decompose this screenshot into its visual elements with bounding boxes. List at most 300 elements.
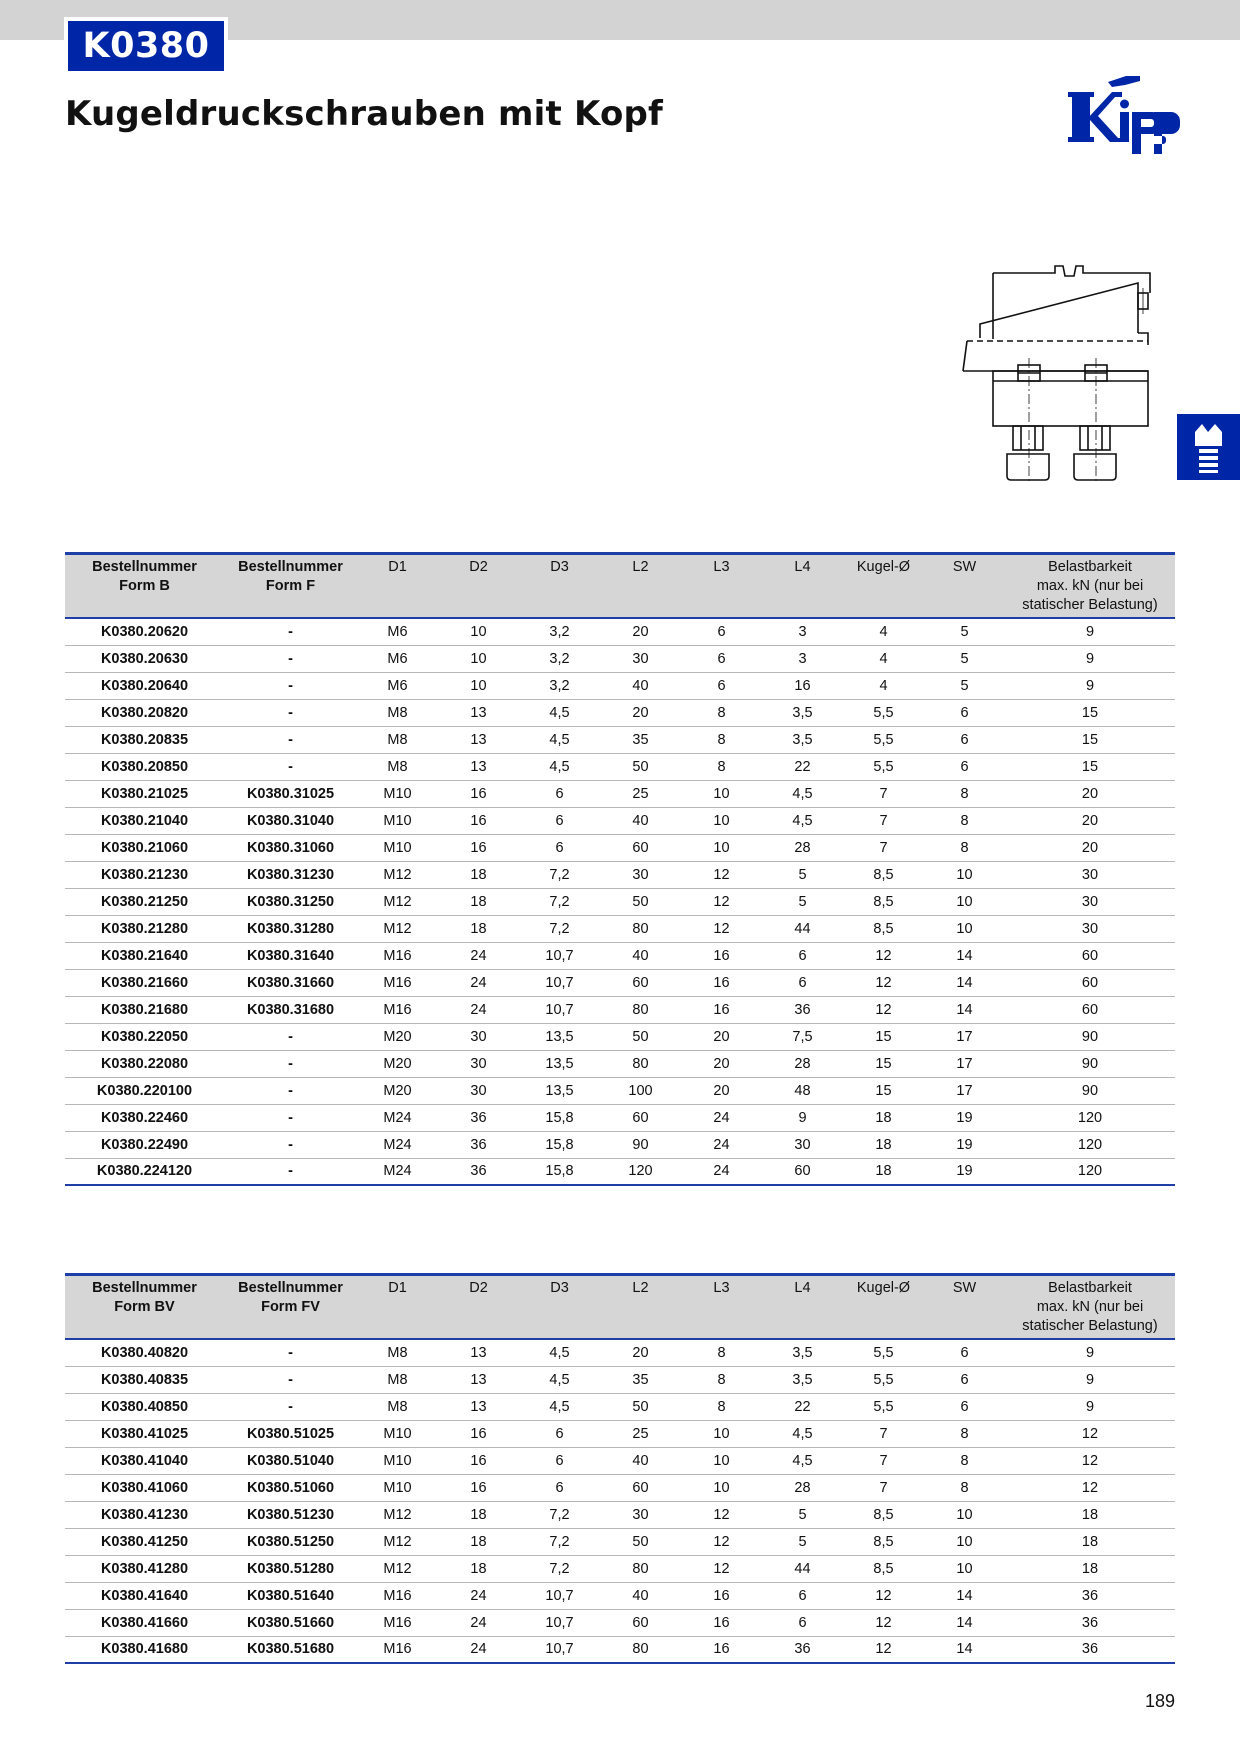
- table-cell: 10: [681, 807, 762, 834]
- table-cell: 12: [843, 1582, 924, 1609]
- table-cell: 6: [762, 942, 843, 969]
- table-cell: 6: [519, 780, 600, 807]
- table-cell: 24: [438, 942, 519, 969]
- table-cell: 18: [438, 1555, 519, 1582]
- table-cell: 12: [681, 1555, 762, 1582]
- table-row: [65, 888, 1175, 915]
- table-cell: 5: [762, 861, 843, 888]
- table-cell: K0380.51230: [224, 1501, 357, 1528]
- table-cell: 36: [1005, 1582, 1175, 1609]
- table-cell: 10: [438, 672, 519, 699]
- table-row: [65, 1555, 1175, 1582]
- table-cell: 16: [681, 1582, 762, 1609]
- table-cell: K0380.51680: [224, 1636, 357, 1663]
- column-header-line: L2: [632, 559, 649, 575]
- table-cell: 60: [600, 969, 681, 996]
- table-cell: -: [224, 1023, 357, 1050]
- table-cell: M12: [357, 861, 438, 888]
- table-cell: 10: [438, 618, 519, 645]
- table-cell: K0380.22080: [65, 1050, 224, 1077]
- table-cell: K0380.51025: [224, 1420, 357, 1447]
- table-cell: M16: [357, 996, 438, 1023]
- table-cell: 80: [600, 1555, 681, 1582]
- table-cell: 8,5: [843, 861, 924, 888]
- table-cell: -: [224, 618, 357, 645]
- table-cell: M10: [357, 1474, 438, 1501]
- table-cell: 6: [924, 1393, 1005, 1420]
- table-cell: 13: [438, 753, 519, 780]
- table-cell: 90: [1005, 1077, 1175, 1104]
- table-cell: K0380.41250: [65, 1528, 224, 1555]
- table-cell: 6: [519, 1474, 600, 1501]
- table-cell: 10,7: [519, 942, 600, 969]
- column-header: [224, 1275, 357, 1340]
- column-header: [1005, 1275, 1175, 1340]
- table-cell: 12: [681, 1528, 762, 1555]
- table-cell: 13,5: [519, 1050, 600, 1077]
- table-cell: 9: [1005, 618, 1175, 645]
- table-row: [65, 1131, 1175, 1158]
- table-cell: K0380.40835: [65, 1366, 224, 1393]
- table-cell: K0380.41040: [65, 1447, 224, 1474]
- column-header-line: max. kN (nur bei: [1036, 1299, 1144, 1315]
- table-cell: M12: [357, 1501, 438, 1528]
- table-cell: 10,7: [519, 1582, 600, 1609]
- table-cell: 8: [924, 807, 1005, 834]
- column-header-line: max. kN (nur bei: [1036, 578, 1144, 594]
- table-cell: 16: [438, 1474, 519, 1501]
- table-row: [65, 996, 1175, 1023]
- table-cell: K0380.51640: [224, 1582, 357, 1609]
- table-cell: M8: [357, 1339, 438, 1366]
- table-row: [65, 1366, 1175, 1393]
- table-cell: 12: [1005, 1420, 1175, 1447]
- table-cell: 13: [438, 1366, 519, 1393]
- table-cell: 16: [438, 1420, 519, 1447]
- table-cell: 6: [924, 726, 1005, 753]
- table-cell: 50: [600, 753, 681, 780]
- table-cell: K0380.41680: [65, 1636, 224, 1663]
- table-cell: 30: [438, 1050, 519, 1077]
- table-cell: 15,8: [519, 1104, 600, 1131]
- table-cell: 40: [600, 807, 681, 834]
- table-row: [65, 1528, 1175, 1555]
- table-cell: 17: [924, 1077, 1005, 1104]
- column-header: [519, 554, 600, 619]
- table-cell: 50: [600, 888, 681, 915]
- table-cell: 30: [438, 1077, 519, 1104]
- table-cell: 30: [762, 1131, 843, 1158]
- table-row: [65, 1447, 1175, 1474]
- table-cell: 12: [681, 915, 762, 942]
- table-cell: 15: [1005, 726, 1175, 753]
- table-cell: K0380.21250: [65, 888, 224, 915]
- table-cell: 15: [843, 1023, 924, 1050]
- category-tab: [1177, 414, 1240, 480]
- table-cell: 10: [681, 1420, 762, 1447]
- table-row: [65, 1474, 1175, 1501]
- column-header: [600, 1275, 681, 1340]
- table-cell: 13: [438, 699, 519, 726]
- table-cell: M8: [357, 1393, 438, 1420]
- table-cell: 5: [762, 1528, 843, 1555]
- table-cell: 16: [681, 969, 762, 996]
- table-cell: K0380.21660: [65, 969, 224, 996]
- table-cell: 18: [438, 888, 519, 915]
- table-cell: 8: [681, 1366, 762, 1393]
- table-cell: 8,5: [843, 1501, 924, 1528]
- table-cell: 4,5: [762, 780, 843, 807]
- table-cell: 10: [924, 888, 1005, 915]
- table-cell: M16: [357, 1609, 438, 1636]
- table-cell: 30: [1005, 915, 1175, 942]
- table-cell: 5: [762, 1501, 843, 1528]
- table-cell: 12: [681, 1501, 762, 1528]
- table-cell: 18: [438, 1528, 519, 1555]
- table-cell: K0380.220100: [65, 1077, 224, 1104]
- table-cell: 4: [843, 645, 924, 672]
- table-cell: 15: [843, 1077, 924, 1104]
- table-cell: 13: [438, 1339, 519, 1366]
- table-cell: 60: [600, 1609, 681, 1636]
- column-header-line: L4: [794, 559, 811, 575]
- table-cell: 16: [681, 942, 762, 969]
- table-row: [65, 1050, 1175, 1077]
- table-cell: K0380.20820: [65, 699, 224, 726]
- table-cell: K0380.21680: [65, 996, 224, 1023]
- table-cell: 120: [600, 1158, 681, 1185]
- table-cell: 5: [924, 672, 1005, 699]
- table-cell: 3,2: [519, 618, 600, 645]
- table-cell: K0380.21060: [65, 834, 224, 861]
- table-cell: 4,5: [519, 1366, 600, 1393]
- table-cell: 3: [762, 645, 843, 672]
- table-cell: 16: [762, 672, 843, 699]
- table-cell: 7,2: [519, 888, 600, 915]
- table-cell: 8: [924, 1474, 1005, 1501]
- column-header: [65, 1275, 224, 1340]
- table-cell: 12: [681, 861, 762, 888]
- table-cell: 9: [1005, 672, 1175, 699]
- table-cell: 5,5: [843, 699, 924, 726]
- table-row: [65, 672, 1175, 699]
- table-cell: 13,5: [519, 1077, 600, 1104]
- table-cell: 12: [843, 969, 924, 996]
- table-cell: 4,5: [519, 699, 600, 726]
- column-header-line: D1: [388, 559, 407, 575]
- table-cell: 10: [924, 1555, 1005, 1582]
- table-cell: 60: [600, 1104, 681, 1131]
- table-cell: 16: [438, 834, 519, 861]
- table-cell: 10: [438, 645, 519, 672]
- table-cell: 30: [1005, 861, 1175, 888]
- table-cell: K0380.22050: [65, 1023, 224, 1050]
- table-cell: 18: [1005, 1501, 1175, 1528]
- table-row: [65, 942, 1175, 969]
- table-cell: 7,2: [519, 861, 600, 888]
- table-cell: 5,5: [843, 1393, 924, 1420]
- table-cell: 35: [600, 1366, 681, 1393]
- table-cell: 120: [1005, 1131, 1175, 1158]
- table-cell: 22: [762, 1393, 843, 1420]
- table-cell: 14: [924, 942, 1005, 969]
- table-cell: -: [224, 1104, 357, 1131]
- table-cell: 5,5: [843, 726, 924, 753]
- table-cell: 19: [924, 1158, 1005, 1185]
- table-cell: M20: [357, 1050, 438, 1077]
- table-cell: 20: [681, 1077, 762, 1104]
- table-cell: M8: [357, 699, 438, 726]
- table-cell: 50: [600, 1023, 681, 1050]
- table-cell: 7: [843, 807, 924, 834]
- table-cell: 19: [924, 1131, 1005, 1158]
- table-cell: 15: [1005, 753, 1175, 780]
- table-cell: 5: [762, 888, 843, 915]
- table-cell: 13: [438, 1393, 519, 1420]
- table-cell: 6: [519, 807, 600, 834]
- table-cell: K0380.41025: [65, 1420, 224, 1447]
- table-cell: 6: [681, 618, 762, 645]
- table-row: [65, 1636, 1175, 1663]
- table-cell: 10: [681, 1447, 762, 1474]
- table-cell: 16: [681, 1636, 762, 1663]
- column-header: [762, 554, 843, 619]
- product-table-form-b-f: [65, 552, 1175, 1186]
- table-cell: 10: [924, 915, 1005, 942]
- table-cell: 28: [762, 1050, 843, 1077]
- table-cell: 7,2: [519, 1555, 600, 1582]
- table-cell: 90: [1005, 1050, 1175, 1077]
- table-row: [65, 969, 1175, 996]
- table-cell: M24: [357, 1131, 438, 1158]
- column-header-line: Form F: [265, 578, 316, 594]
- table-cell: 5: [924, 618, 1005, 645]
- table-cell: 22: [762, 753, 843, 780]
- table-cell: K0380.41230: [65, 1501, 224, 1528]
- table-cell: 12: [843, 1636, 924, 1663]
- table-cell: K0380.20835: [65, 726, 224, 753]
- table-cell: 6: [519, 1447, 600, 1474]
- table-cell: 10: [681, 780, 762, 807]
- table-cell: 10: [924, 861, 1005, 888]
- table-cell: 7: [843, 1420, 924, 1447]
- table-cell: K0380.31040: [224, 807, 357, 834]
- table-cell: -: [224, 672, 357, 699]
- column-header-line: Belastbarkeit: [1048, 1280, 1132, 1296]
- column-header: [681, 554, 762, 619]
- column-header-line: D1: [388, 1280, 407, 1296]
- screw-category-icon: [1177, 414, 1240, 480]
- table-cell: 8: [681, 1393, 762, 1420]
- table-cell: -: [224, 1050, 357, 1077]
- table-cell: -: [224, 699, 357, 726]
- table-cell: 36: [1005, 1636, 1175, 1663]
- table-cell: K0380.51280: [224, 1555, 357, 1582]
- table-row: [65, 915, 1175, 942]
- product-code-box: [64, 17, 228, 75]
- table-cell: 14: [924, 1582, 1005, 1609]
- column-header: [843, 1275, 924, 1340]
- table-cell: 36: [438, 1104, 519, 1131]
- table-cell: 20: [681, 1023, 762, 1050]
- table-cell: M20: [357, 1023, 438, 1050]
- table-cell: 6: [924, 753, 1005, 780]
- table-cell: M16: [357, 969, 438, 996]
- table-cell: 36: [438, 1131, 519, 1158]
- table-cell: 10: [681, 834, 762, 861]
- column-header-line: Belastbarkeit: [1048, 559, 1132, 575]
- table-row: [65, 834, 1175, 861]
- table-cell: 15: [1005, 699, 1175, 726]
- table-cell: 18: [1005, 1528, 1175, 1555]
- column-header: [681, 1275, 762, 1340]
- table-cell: K0380.31660: [224, 969, 357, 996]
- table-cell: 7: [843, 780, 924, 807]
- clamping-fixture-drawing-icon: [955, 258, 1170, 483]
- table-row: [65, 699, 1175, 726]
- table-cell: 30: [438, 1023, 519, 1050]
- table-cell: 25: [600, 780, 681, 807]
- table-cell: K0380.21280: [65, 915, 224, 942]
- column-header-line: Kugel-Ø: [856, 1280, 911, 1296]
- table-cell: 5,5: [843, 753, 924, 780]
- table-cell: 4,5: [519, 726, 600, 753]
- table-row: [65, 780, 1175, 807]
- column-header-line: Bestellnummer: [238, 1280, 343, 1296]
- table-cell: 16: [438, 780, 519, 807]
- column-header-line: D2: [469, 559, 488, 575]
- table-row: [65, 1609, 1175, 1636]
- table-cell: 16: [681, 996, 762, 1023]
- table-cell: 10,7: [519, 1609, 600, 1636]
- table-cell: 48: [762, 1077, 843, 1104]
- column-header-line: L2: [632, 1280, 649, 1296]
- table-cell: 24: [681, 1158, 762, 1185]
- table-cell: 100: [600, 1077, 681, 1104]
- table-row: [65, 1077, 1175, 1104]
- table-cell: K0380.41280: [65, 1555, 224, 1582]
- table-cell: 80: [600, 1636, 681, 1663]
- table-cell: 8: [924, 834, 1005, 861]
- table-cell: 120: [1005, 1104, 1175, 1131]
- column-header: [843, 554, 924, 619]
- column-header-line: D3: [550, 559, 569, 575]
- table-cell: M16: [357, 1636, 438, 1663]
- table-cell: 30: [1005, 888, 1175, 915]
- table-cell: K0380.224120: [65, 1158, 224, 1185]
- table-cell: K0380.41060: [65, 1474, 224, 1501]
- table-cell: K0380.20640: [65, 672, 224, 699]
- table-cell: 60: [1005, 942, 1175, 969]
- table-cell: K0380.31230: [224, 861, 357, 888]
- table-row: [65, 1501, 1175, 1528]
- table-cell: 20: [1005, 780, 1175, 807]
- table-cell: K0380.21025: [65, 780, 224, 807]
- table-cell: 3,2: [519, 645, 600, 672]
- table-cell: 40: [600, 1582, 681, 1609]
- table-cell: 4,5: [762, 1420, 843, 1447]
- column-header-line: D2: [469, 1280, 488, 1296]
- column-header-line: L3: [713, 1280, 730, 1296]
- table-cell: 10: [924, 1528, 1005, 1555]
- page-title: Kugeldruckschrauben mit Kopf: [65, 94, 664, 134]
- table-row: [65, 726, 1175, 753]
- table-cell: 4,5: [519, 753, 600, 780]
- table-cell: K0380.21640: [65, 942, 224, 969]
- table-cell: 35: [600, 726, 681, 753]
- table-cell: 7,5: [762, 1023, 843, 1050]
- table-cell: K0380.41640: [65, 1582, 224, 1609]
- table-row: [65, 1339, 1175, 1366]
- column-header-line: SW: [952, 559, 977, 575]
- table-row: [65, 1104, 1175, 1131]
- column-header: [600, 554, 681, 619]
- table-cell: 24: [438, 969, 519, 996]
- table-row: [65, 1393, 1175, 1420]
- table-cell: 3,5: [762, 1339, 843, 1366]
- table-cell: 18: [843, 1131, 924, 1158]
- column-header-line: Bestellnummer: [238, 559, 343, 575]
- table-cell: 6: [924, 1339, 1005, 1366]
- table-cell: 16: [681, 1609, 762, 1636]
- table-cell: K0380.20630: [65, 645, 224, 672]
- table-cell: K0380.31025: [224, 780, 357, 807]
- table-cell: 3: [762, 618, 843, 645]
- table-cell: 16: [438, 807, 519, 834]
- table-cell: 3,5: [762, 699, 843, 726]
- table-cell: 10: [924, 1501, 1005, 1528]
- column-header: [762, 1275, 843, 1340]
- table-cell: 20: [681, 1050, 762, 1077]
- table-cell: 17: [924, 1050, 1005, 1077]
- product-code: K0380: [68, 21, 224, 71]
- table-cell: 7: [843, 834, 924, 861]
- table-cell: K0380.40820: [65, 1339, 224, 1366]
- table-cell: 12: [1005, 1474, 1175, 1501]
- table-cell: 120: [1005, 1158, 1175, 1185]
- table-cell: 7: [843, 1447, 924, 1474]
- table-cell: -: [224, 1366, 357, 1393]
- column-header: [357, 554, 438, 619]
- table-cell: 6: [519, 1420, 600, 1447]
- table-cell: K0380.22490: [65, 1131, 224, 1158]
- table-cell: 8,5: [843, 1555, 924, 1582]
- table-cell: K0380.41660: [65, 1609, 224, 1636]
- column-header-line: Form FV: [261, 1299, 320, 1315]
- table-cell: 50: [600, 1528, 681, 1555]
- table-cell: 12: [1005, 1447, 1175, 1474]
- table-cell: 60: [1005, 996, 1175, 1023]
- table-cell: -: [224, 726, 357, 753]
- column-header-line: statischer Belastung): [1022, 597, 1158, 613]
- column-header-line: SW: [952, 1280, 977, 1296]
- table-cell: 8: [681, 699, 762, 726]
- table-cell: M16: [357, 1582, 438, 1609]
- table-cell: 6: [681, 672, 762, 699]
- table-cell: 36: [762, 996, 843, 1023]
- table-cell: 8: [681, 1339, 762, 1366]
- table-cell: K0380.51250: [224, 1528, 357, 1555]
- table-cell: 60: [1005, 969, 1175, 996]
- table-header-row: [65, 554, 1175, 619]
- table-cell: 24: [681, 1131, 762, 1158]
- table-row: [65, 1023, 1175, 1050]
- column-header-line: Form B: [119, 578, 170, 594]
- table-cell: 4: [843, 672, 924, 699]
- table-cell: K0380.51040: [224, 1447, 357, 1474]
- table-cell: 12: [843, 1609, 924, 1636]
- table-cell: 14: [924, 1609, 1005, 1636]
